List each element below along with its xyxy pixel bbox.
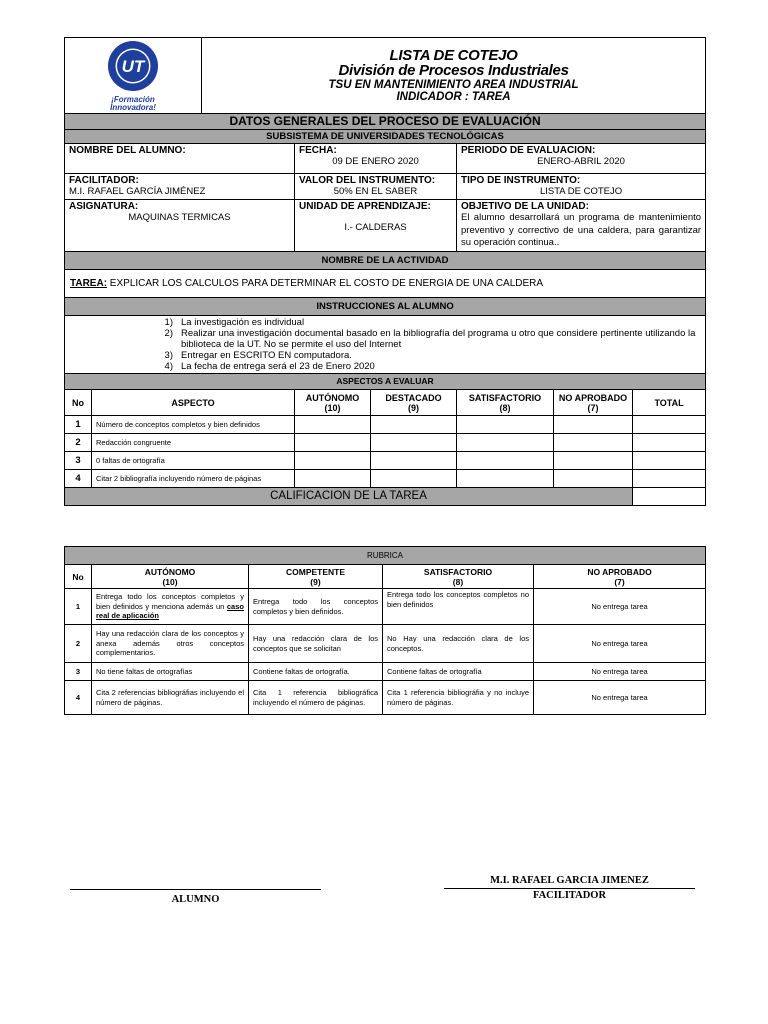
logo-tagline-1: ¡Formación bbox=[111, 95, 155, 104]
rubric-row: 1 Entrega todo los conceptos completos y bien definidos y menciona además un caso real de aplicación Entrega todo los conceptos completos y bien definidos. Entrega todo los conceptos completos no bien definidos No entrega tarea bbox=[65, 589, 706, 625]
logo-tagline bbox=[65, 96, 201, 112]
rubric-table bbox=[64, 546, 706, 715]
logo-tagline-2: Innovadora! bbox=[110, 103, 156, 112]
document-title: LISTA DE COTEJO bbox=[389, 46, 518, 64]
aspect-row: 1 Número de conceptos completos y bien definidos bbox=[65, 416, 706, 434]
aspects-col-aspect: ASPECTO bbox=[92, 390, 295, 416]
facilitator-signature-label: FACILITADOR bbox=[532, 890, 607, 901]
score-cell[interactable] bbox=[371, 452, 457, 470]
score-cell[interactable] bbox=[295, 416, 371, 434]
instrument-type-value: LISTA DE COTEJO bbox=[539, 186, 623, 197]
score-cell[interactable] bbox=[457, 470, 554, 488]
ut-logo bbox=[103, 39, 163, 96]
student-name-label: NOMBRE DEL ALUMNO: bbox=[69, 145, 186, 156]
rubric-section-title: RUBRICA bbox=[65, 547, 706, 565]
score-cell[interactable] bbox=[371, 434, 457, 452]
period-label: PERIODO DE EVALUACION: bbox=[461, 145, 596, 156]
activity-section-title: NOMBRE DE LA ACTIVIDAD bbox=[65, 252, 706, 270]
total-cell[interactable] bbox=[633, 434, 706, 452]
date-value: 09 DE ENERO 2020 bbox=[332, 156, 419, 167]
score-cell[interactable] bbox=[295, 452, 371, 470]
rubric-col-no: No bbox=[65, 565, 92, 589]
checklist-table bbox=[64, 37, 706, 506]
total-cell[interactable] bbox=[633, 470, 706, 488]
student-signature-line bbox=[70, 889, 321, 890]
period-cell bbox=[457, 144, 706, 174]
objective-cell bbox=[457, 200, 706, 252]
rubric-col-satisfactorio: SATISFACTORIO (8) bbox=[383, 565, 534, 589]
period-value: ENERO-ABRIL 2020 bbox=[537, 156, 625, 167]
score-cell[interactable] bbox=[554, 470, 633, 488]
score-cell[interactable] bbox=[457, 416, 554, 434]
score-cell[interactable] bbox=[554, 434, 633, 452]
logo-letters: UT bbox=[121, 57, 145, 76]
student-name-cell bbox=[65, 144, 295, 174]
logo-cell bbox=[65, 38, 202, 114]
aspects-section-title: ASPECTOS A EVALUAR bbox=[65, 374, 706, 390]
aspects-col-autonomo: AUTÓNOMO (10) bbox=[295, 390, 371, 416]
instrument-type-label: TIPO DE INSTRUMENTO: bbox=[461, 175, 581, 186]
instruction-item: 4) La fecha de entrega será el 23 de Enero 2020 bbox=[164, 361, 375, 372]
score-cell[interactable] bbox=[371, 416, 457, 434]
instruction-item: 2) Realizar una investigación documental basado en la bibliografía del programa u otro que considere pertinente utilizando la biblioteca de la UT. No se permite el uso del Internet bbox=[164, 328, 696, 350]
rubric-col-noaprobado: NO APROBADO (7) bbox=[534, 565, 706, 589]
total-cell[interactable] bbox=[633, 416, 706, 434]
subsystem-title: SUBSISTEMA DE UNIVERSIDADES TECNOLÓGICAS bbox=[65, 130, 706, 144]
facilitator-value: M.I. RAFAEL GARCÍA JIMÉNEZ bbox=[69, 186, 206, 197]
instrument-value-label: VALOR DEL INSTRUMENTO: bbox=[299, 175, 436, 186]
student-signature-label: ALUMNO bbox=[171, 894, 220, 905]
rubric-col-autonomo: AUTÓNOMO (10) bbox=[92, 565, 249, 589]
instruction-item: 3) Entregar en ESCRITO EN computadora. bbox=[164, 350, 352, 361]
grade-value-cell[interactable] bbox=[633, 488, 706, 506]
facilitator-label: FACILITADOR: bbox=[69, 175, 139, 186]
score-cell[interactable] bbox=[295, 434, 371, 452]
aspect-row: 3 0 faltas de ortografía bbox=[65, 452, 706, 470]
date-cell bbox=[295, 144, 457, 174]
facilitator-cell bbox=[65, 174, 295, 200]
score-cell[interactable] bbox=[457, 434, 554, 452]
aspects-col-total: TOTAL bbox=[633, 390, 706, 416]
general-section-title: DATOS GENERALES DEL PROCESO DE EVALUACIÓN bbox=[65, 114, 706, 130]
task-text: EXPLICAR LOS CALCULOS PARA DETERMINAR EL COSTO DE ENERGIA DE UNA CALDERA bbox=[107, 278, 544, 289]
rubric-row: 2 Hay una redacción clara de los conceptos y anexa además otros conceptos complementarios. Hay una redacción clara de los conceptos que se solicitan No Hay una redacción clara de los conceptos. No entrega tarea bbox=[65, 625, 706, 663]
indicator-title: INDICADOR : TAREA bbox=[396, 91, 511, 104]
aspects-col-no: No bbox=[65, 390, 92, 416]
subject-label: ASIGNATURA: bbox=[69, 201, 139, 212]
task-cell bbox=[65, 270, 706, 298]
rubric-row: 4 Cita 2 referencias bibliográfias incluyendo el número de páginas. Cita 1 referencia bibliográfica incluyendo el número de páginas. Cita 1 referencia bibliográfia y no incluye número de páginas. No entrega tarea bbox=[65, 681, 706, 715]
score-cell[interactable] bbox=[457, 452, 554, 470]
score-cell[interactable] bbox=[554, 452, 633, 470]
program-title: TSU EN MANTENIMIENTO AREA INDUSTRIAL bbox=[328, 79, 579, 92]
aspect-row: 4 Citar 2 bibliografía incluyendo número de páginas bbox=[65, 470, 706, 488]
aspects-col-noaprobado: NO APROBADO (7) bbox=[554, 390, 633, 416]
rubric-col-competente: COMPETENTE (9) bbox=[249, 565, 383, 589]
aspects-col-destacado: DESTACADO (9) bbox=[371, 390, 457, 416]
instrument-value-cell bbox=[295, 174, 457, 200]
unit-value: I.- CALDERAS bbox=[344, 222, 407, 233]
grade-label: CALIFICACION DE LA TAREA bbox=[65, 488, 633, 506]
header-title-cell bbox=[202, 38, 706, 114]
task-label: TAREA: bbox=[70, 278, 108, 289]
score-cell[interactable] bbox=[371, 470, 457, 488]
rubric-row: 3 No tiene faltas de ortografías Contiene faltas de ortografía. Contiene faltas de ortografía No entrega tarea bbox=[65, 663, 706, 681]
subject-value: MAQUINAS TERMICAS bbox=[128, 212, 231, 223]
facilitator-signature-line bbox=[444, 888, 695, 889]
aspects-col-satisfactorio: SATISFACTORIO (8) bbox=[457, 390, 554, 416]
objective-label: OBJETIVO DE LA UNIDAD: bbox=[461, 201, 589, 212]
total-cell[interactable] bbox=[633, 452, 706, 470]
facilitator-name: M.I. RAFAEL GARCIA JIMENEZ bbox=[490, 875, 649, 886]
score-cell[interactable] bbox=[554, 416, 633, 434]
objective-value: El alumno desarrollará un programa de mantenimiento preventivo y correctivo de una caldera, para garantizar su operación continua.. bbox=[461, 212, 702, 248]
instrument-value: 50% EN EL SABER bbox=[333, 186, 418, 197]
division-title: División de Procesos Industriales bbox=[338, 62, 569, 80]
ut-logo-icon bbox=[103, 39, 163, 93]
instructions-list bbox=[65, 316, 706, 374]
instrument-type-cell bbox=[457, 174, 706, 200]
score-cell[interactable] bbox=[295, 470, 371, 488]
date-label: FECHA: bbox=[299, 145, 337, 156]
unit-label: UNIDAD DE APRENDIZAJE: bbox=[299, 201, 431, 212]
instruction-item: 1) La investigación es individual bbox=[164, 317, 305, 328]
instructions-section-title: INSTRUCCIONES AL ALUMNO bbox=[65, 298, 706, 316]
unit-cell bbox=[295, 200, 457, 252]
subject-cell bbox=[65, 200, 295, 252]
aspect-row: 2 Redacción congruente bbox=[65, 434, 706, 452]
